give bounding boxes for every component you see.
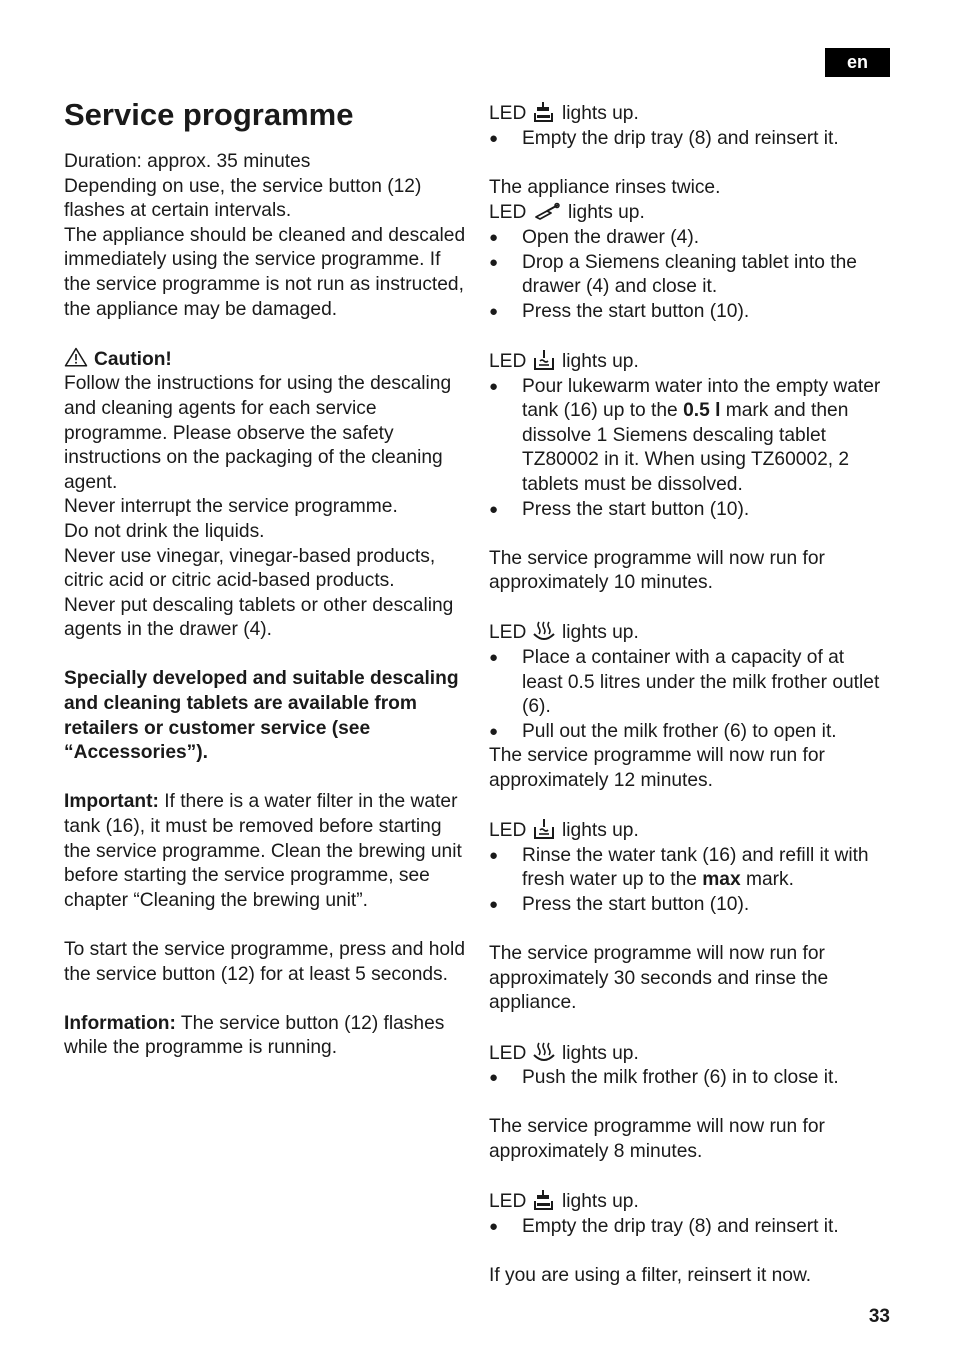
run-duration-text: The service programme will now run for approximately 8 minutes. bbox=[489, 1116, 825, 1162]
list-item: ● Open the drawer (4). bbox=[489, 226, 889, 251]
milk-frother-icon bbox=[533, 1041, 555, 1063]
list-item: ● Place a container with a capacity of at least 0.5 litres under the milk frother outlet (6). bbox=[489, 646, 889, 720]
filter-note: If you are using a filter, reinsert it now. bbox=[489, 1264, 812, 1286]
caution-text: Never interrupt the service programme. bbox=[64, 496, 398, 518]
list-item: ● Press the start button (10). bbox=[489, 498, 889, 523]
drip-tray-icon bbox=[533, 1189, 555, 1211]
rinse-text: The appliance rinses twice. bbox=[489, 176, 721, 198]
descaler-icon bbox=[533, 818, 555, 840]
information-note: Information: The service button (12) flashes while the programme is running. bbox=[64, 1012, 445, 1059]
list-item: ● Pull out the milk frother (6) to open it. bbox=[489, 720, 889, 745]
led-status-line: LED lights up. bbox=[489, 820, 639, 842]
run-duration-text: The service programme will now run for approximately 30 seconds and rinse the appliance. bbox=[489, 943, 829, 1014]
list-item: ● Rinse the water tank (16) and refill it with fresh water up to the max mark. bbox=[489, 844, 889, 893]
language-tab: en bbox=[825, 48, 890, 77]
start-instructions: To start the service programme, press and hold the service button (12) for at least 5 seconds. bbox=[64, 939, 465, 985]
list-item: ● Press the start button (10). bbox=[489, 300, 889, 325]
page-title: Service programme bbox=[64, 97, 354, 132]
left-column bbox=[64, 150, 469, 1061]
list-item: ● Empty the drip tray (8) and reinsert it. bbox=[489, 127, 889, 152]
led-status-line: LED lights up. bbox=[489, 1042, 639, 1064]
caution-text: Do not drink the liquids. bbox=[64, 520, 265, 542]
descale-advice-text: The appliance should be cleaned and descaled immediately using the service programme. If the service programme is not run as instructed, the appliance may be damaged. bbox=[64, 224, 466, 320]
tablets-note: Specially developed and suitable descaling and cleaning tablets are available from retailers or customer service (see “Accessories”). bbox=[64, 668, 459, 764]
led-status-line: LED lights up. bbox=[489, 350, 639, 372]
right-column bbox=[489, 101, 889, 1289]
run-duration-text: The service programme will now run for approximately 10 minutes. bbox=[489, 547, 825, 594]
list-item: ● Push the milk frother (6) in to close it. bbox=[489, 1066, 889, 1091]
list-item: ● Empty the drip tray (8) and reinsert it. bbox=[489, 1215, 889, 1240]
led-status-line: LED lights up. bbox=[489, 202, 645, 224]
caution-heading: Caution! bbox=[64, 347, 469, 373]
list-item: ● Pour lukewarm water into the empty water tank (16) up to the 0.5 l mark and then dissolve 1 Siemens descaling tablet TZ80002 in it. When using TZ60002, 2 tablets must be dissolved. bbox=[489, 375, 889, 498]
caution-text: Never use vinegar, vinegar-based products, citric acid or citric acid-based products. bbox=[64, 545, 436, 592]
cleaning-tablet-icon bbox=[533, 200, 561, 222]
list-item: ● Drop a Siemens cleaning tablet into the drawer (4) and close it. bbox=[489, 251, 889, 300]
information-label: Information: bbox=[64, 1012, 176, 1034]
run-duration-text: The service programme will now run for approximately 12 minutes. bbox=[489, 745, 825, 792]
duration-text: Duration: approx. 35 minutes bbox=[64, 151, 311, 172]
page-number: 33 bbox=[868, 1306, 890, 1327]
warning-triangle-icon bbox=[64, 347, 88, 367]
led-status-line: LED lights up. bbox=[489, 622, 639, 644]
drip-tray-icon bbox=[533, 101, 555, 123]
flash-info-text: Depending on use, the service button (12) flashes at certain intervals. bbox=[64, 175, 422, 222]
caution-text: Follow the instructions for using the descaling and cleaning agents for each service programme. Please observe the safety instructions on the packaging of the cleaning agent. bbox=[64, 373, 452, 493]
led-status-line: LED lights up. bbox=[489, 103, 639, 124]
list-item: ● Press the start button (10). bbox=[489, 893, 889, 918]
led-status-line: LED lights up. bbox=[489, 1191, 639, 1213]
important-note: Important: If there is a water filter in the water tank (16), it must be removed before starting the service programme. Clean the brewing unit before starting the service programme, see chapter “Cleaning the brewing unit”. bbox=[64, 791, 462, 911]
caution-text: Never put descaling tablets or other descaling agents in the drawer (4). bbox=[64, 594, 454, 641]
descaler-icon bbox=[533, 349, 555, 371]
important-label: Important: bbox=[64, 791, 159, 813]
milk-frother-icon bbox=[533, 620, 555, 642]
